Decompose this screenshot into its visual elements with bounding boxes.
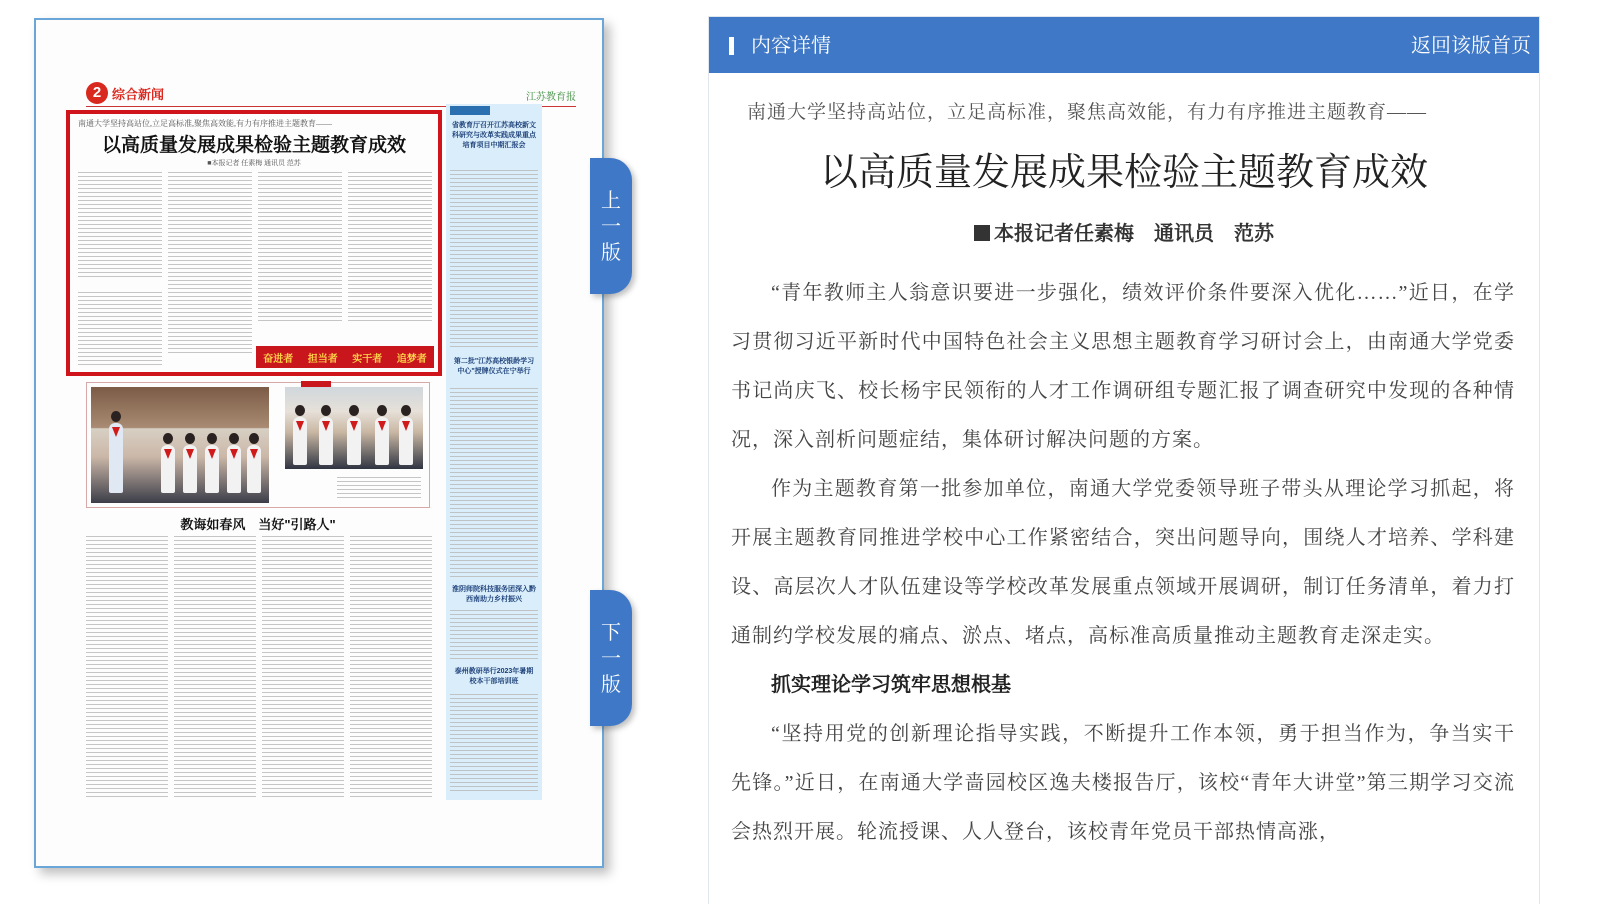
lower-article-column bbox=[262, 536, 344, 800]
article-byline-text: 本报记者任素梅 通讯员 范苏 bbox=[994, 223, 1274, 245]
banner-item: 追梦者 bbox=[396, 353, 427, 365]
next-label-char: 一 bbox=[601, 646, 621, 670]
sidebar-article-title: 省教育厅召开江苏高校新文科研究与改革实践成果重点培育项目中期汇报会 bbox=[452, 122, 536, 149]
newspaper-page-viewer[interactable] bbox=[34, 18, 604, 868]
article-deck: 南通大学坚持高站位，立足高标准，聚焦高效能，有力有序推进主题教育—— bbox=[747, 102, 1428, 123]
sidebar-text bbox=[450, 388, 538, 578]
detail-header-title: 内容详情 bbox=[751, 33, 831, 57]
newspaper-byline: ■本报记者 任素梅 通讯员 范苏 bbox=[207, 159, 301, 167]
sidebar-article-title: 泰州教研举行2023年暑期校本干部培训班 bbox=[454, 668, 534, 685]
sidebar-article-title: 第二批"江苏高校银龄学习中心"授牌仪式在宁举行 bbox=[453, 358, 535, 375]
article-text-column bbox=[168, 172, 252, 356]
article-detail-panel bbox=[708, 16, 1540, 904]
newspaper-masthead bbox=[86, 82, 576, 106]
sidebar-tag bbox=[450, 106, 490, 115]
article-title: 以高质量发展成果检验主题教育成效 bbox=[819, 150, 1428, 194]
newspaper-deck: 南通大学坚持高站位,立足高标准,聚焦高效能,有力有序推进主题教育—— bbox=[78, 119, 332, 128]
back-to-page-link[interactable]: 返回该版首页 bbox=[1411, 33, 1531, 57]
article-text-column bbox=[258, 172, 342, 322]
article-text-column bbox=[348, 172, 432, 322]
byline-square-icon bbox=[974, 225, 990, 241]
students-photo bbox=[285, 387, 423, 469]
banner-item: 奋进者 bbox=[263, 353, 294, 365]
section-label: 综合新闻 bbox=[112, 87, 165, 102]
prev-label-char: 上 bbox=[601, 188, 621, 212]
highlighted-article-region[interactable] bbox=[66, 110, 442, 376]
sidebar-text bbox=[450, 694, 538, 794]
lower-article-column bbox=[350, 536, 432, 800]
lower-article-column bbox=[86, 536, 168, 800]
newspaper-banner bbox=[256, 346, 434, 368]
sidebar-text bbox=[450, 610, 538, 660]
next-page-button[interactable] bbox=[590, 590, 632, 726]
article-paragraph: 作为主题教育第一批参加单位，南通大学党委领导班子带头从理论学习抓起，将开展主题教育同推进学校中心工作紧密结合，突出问题导向，围绕人才培养、学科建设、高层次人才队伍建设等学校改革发展重点领域开展调研，制订任务清单，着力打通制约学校发展的痛点、淤点、堵点，高标准高质量推动主题教育走深走实。 bbox=[731, 478, 1515, 647]
article-body bbox=[731, 269, 1515, 857]
classroom-photo bbox=[91, 387, 269, 503]
newspaper-logo: 江苏教育报 bbox=[526, 92, 576, 103]
sidebar-article-title: 淮阴师院科技服务团深入黔西南助力乡村振兴 bbox=[452, 586, 536, 603]
article-text-column bbox=[78, 172, 162, 280]
newspaper-sidebar-column[interactable] bbox=[446, 104, 542, 800]
header-accent-bar bbox=[729, 37, 734, 55]
article-subheading: 抓实理论学习筑牢思想根基 bbox=[771, 674, 1011, 696]
next-label-char: 下 bbox=[601, 620, 621, 644]
article-paragraph: “青年教师主人翁意识要进一步强化，绩效评价条件要深入优化……”近日，在学习贯彻习近平新时代中国特色社会主义思想主题教育学习研讨会上，由南通大学党委书记尚庆飞、校长杨宇民领衔的人才工作调研组专题汇报了调查研究中发现的各种情况，深入剖析问题症结，集体研讨解决问题的方案。 bbox=[731, 282, 1515, 451]
detail-header-bar bbox=[709, 17, 1539, 73]
banner-item: 担当者 bbox=[307, 353, 338, 365]
photo-article-headline: 教诲如春风 当好"引路人" bbox=[180, 517, 336, 532]
prev-label-char: 一 bbox=[601, 214, 621, 238]
article-paragraph: “坚持用党的创新理论指导实践，不断提升工作本领，勇于担当作为，争当实干先锋。”近日，在南通大学啬园校区逸夫楼报告厅，该校“青年大讲堂”第三期学习交流会热烈开展。轮流授课、人人登台，该校青年党员干部热情高涨， bbox=[731, 723, 1515, 843]
page-number-badge: 2 bbox=[86, 82, 108, 104]
banner-item: 实干者 bbox=[352, 353, 383, 365]
sidebar-text bbox=[450, 170, 538, 350]
newspaper-photo-block[interactable] bbox=[86, 382, 430, 508]
article-byline bbox=[709, 217, 1539, 246]
photo-caption-text bbox=[337, 477, 421, 501]
previous-page-button[interactable] bbox=[590, 158, 632, 294]
lower-article-column bbox=[174, 536, 256, 800]
article-text-column bbox=[78, 292, 162, 368]
next-label-char: 版 bbox=[601, 672, 621, 696]
prev-label-char: 版 bbox=[601, 240, 621, 264]
newspaper-headline: 以高质量发展成果检验主题教育成效 bbox=[101, 135, 406, 156]
